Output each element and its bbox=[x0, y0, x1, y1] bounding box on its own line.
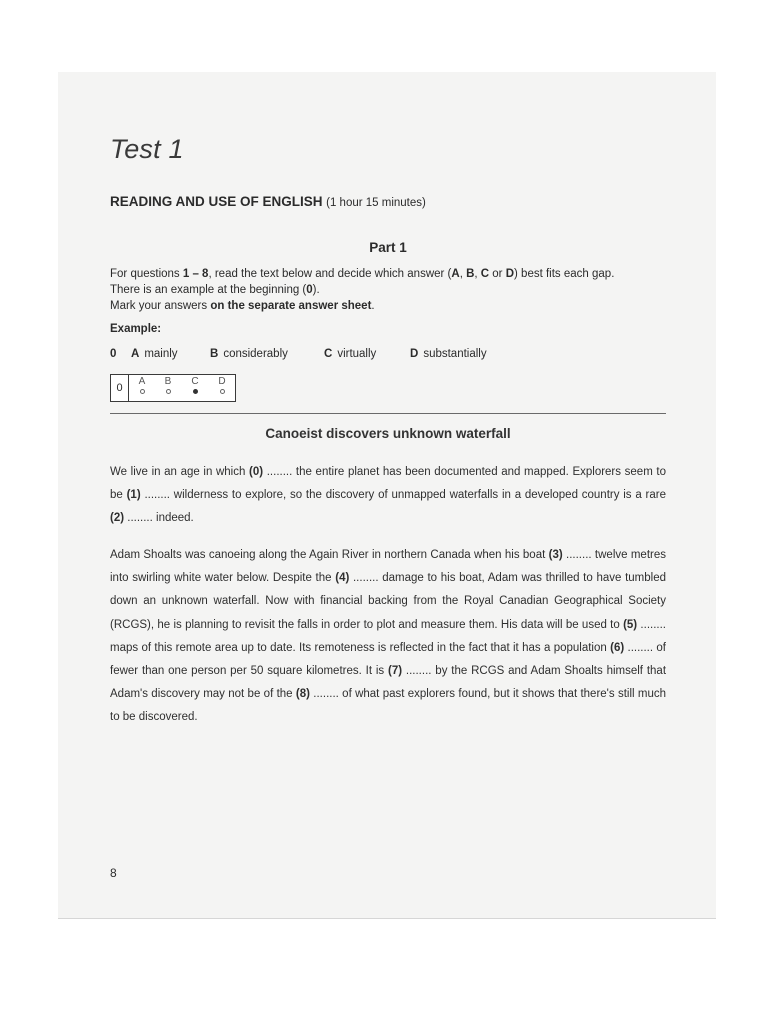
instructions bbox=[110, 266, 670, 314]
page-number: 8 bbox=[110, 866, 117, 880]
example-option-c: C virtually bbox=[324, 348, 377, 360]
example-number: 0 bbox=[110, 348, 117, 360]
example-option-a: A mainly bbox=[131, 348, 178, 360]
example-option-d: D substantially bbox=[410, 348, 487, 360]
gap-5: (5) bbox=[623, 618, 638, 631]
bubble-c-dot bbox=[193, 389, 198, 394]
bubble-c: C bbox=[188, 376, 202, 394]
section-heading bbox=[110, 194, 426, 209]
example-option-b: B considerably bbox=[210, 348, 288, 360]
instruction-line-3: Mark your answers on the separate answer sheet. bbox=[110, 300, 375, 312]
section-name: READING AND USE OF ENGLISH bbox=[110, 194, 323, 209]
example-answer-box bbox=[110, 374, 236, 402]
bubble-d-dot bbox=[220, 389, 225, 394]
article-paragraph-1: We live in an age in which (0) ........ the entire planet has been documented and mapped. Explorers seem to be (1) ........ wilderness to explore, so the discovery of unmapped waterfalls in a developed country is a rare (2) ........ indeed. bbox=[110, 466, 666, 525]
divider bbox=[110, 413, 666, 414]
gap-7: (7) bbox=[388, 665, 403, 678]
article-title: Canoeist discovers unknown waterfall bbox=[265, 426, 511, 441]
part-title: Part 1 bbox=[369, 240, 407, 255]
gap-4: (4) bbox=[335, 572, 350, 585]
gap-3: (3) bbox=[548, 549, 563, 561]
article-paragraph-2: Adam Shoalts was canoeing along the Again River in northern Canada when his boat (3) ........ twelve metres into swirling white water below. Despite the (4) ........ damage to his boat, Adam was thrilled to have tumbled down an unknown waterfall. Now with financial backing from the Royal Canadian Geographical Society (RCGS), he is planning to revisit the falls in order to plot and measure them. His data will be used to (5) ........ maps of this remote area up to date. Its remoteness is reflected in the fact that it has a population (6) ........ of fewer than one person per 50 square kilometres. It is (7) ........ by the RCGS and Adam Shoalts himself that Adam's discovery may not be of the (8) ........ of what past explorers found, but it shows that there's still much to be discovered. bbox=[110, 549, 667, 724]
bubble-b-dot bbox=[166, 389, 171, 394]
gap-6: (6) bbox=[610, 641, 625, 654]
example-label: Example: bbox=[110, 323, 162, 335]
gap-8: (8) bbox=[295, 688, 310, 701]
gap-0: (0) bbox=[249, 466, 264, 478]
instruction-line-2: There is an example at the beginning (0). bbox=[110, 284, 320, 296]
bubble-a-dot bbox=[140, 389, 145, 394]
bubble-a: A bbox=[135, 376, 149, 394]
gap-1: (1) bbox=[126, 489, 141, 502]
section-duration: (1 hour 15 minutes) bbox=[326, 197, 426, 209]
gap-2: (2) bbox=[110, 512, 125, 525]
bubble-b: B bbox=[161, 376, 175, 394]
instruction-line-1: For questions 1 – 8, read the text below and decide which answer (A, B, C or D) best fits each gap. bbox=[110, 268, 615, 280]
bubble-d: D bbox=[215, 376, 229, 394]
answer-box-number: 0 bbox=[111, 375, 129, 401]
test-title: Test 1 bbox=[110, 134, 184, 164]
example-options bbox=[110, 348, 487, 360]
